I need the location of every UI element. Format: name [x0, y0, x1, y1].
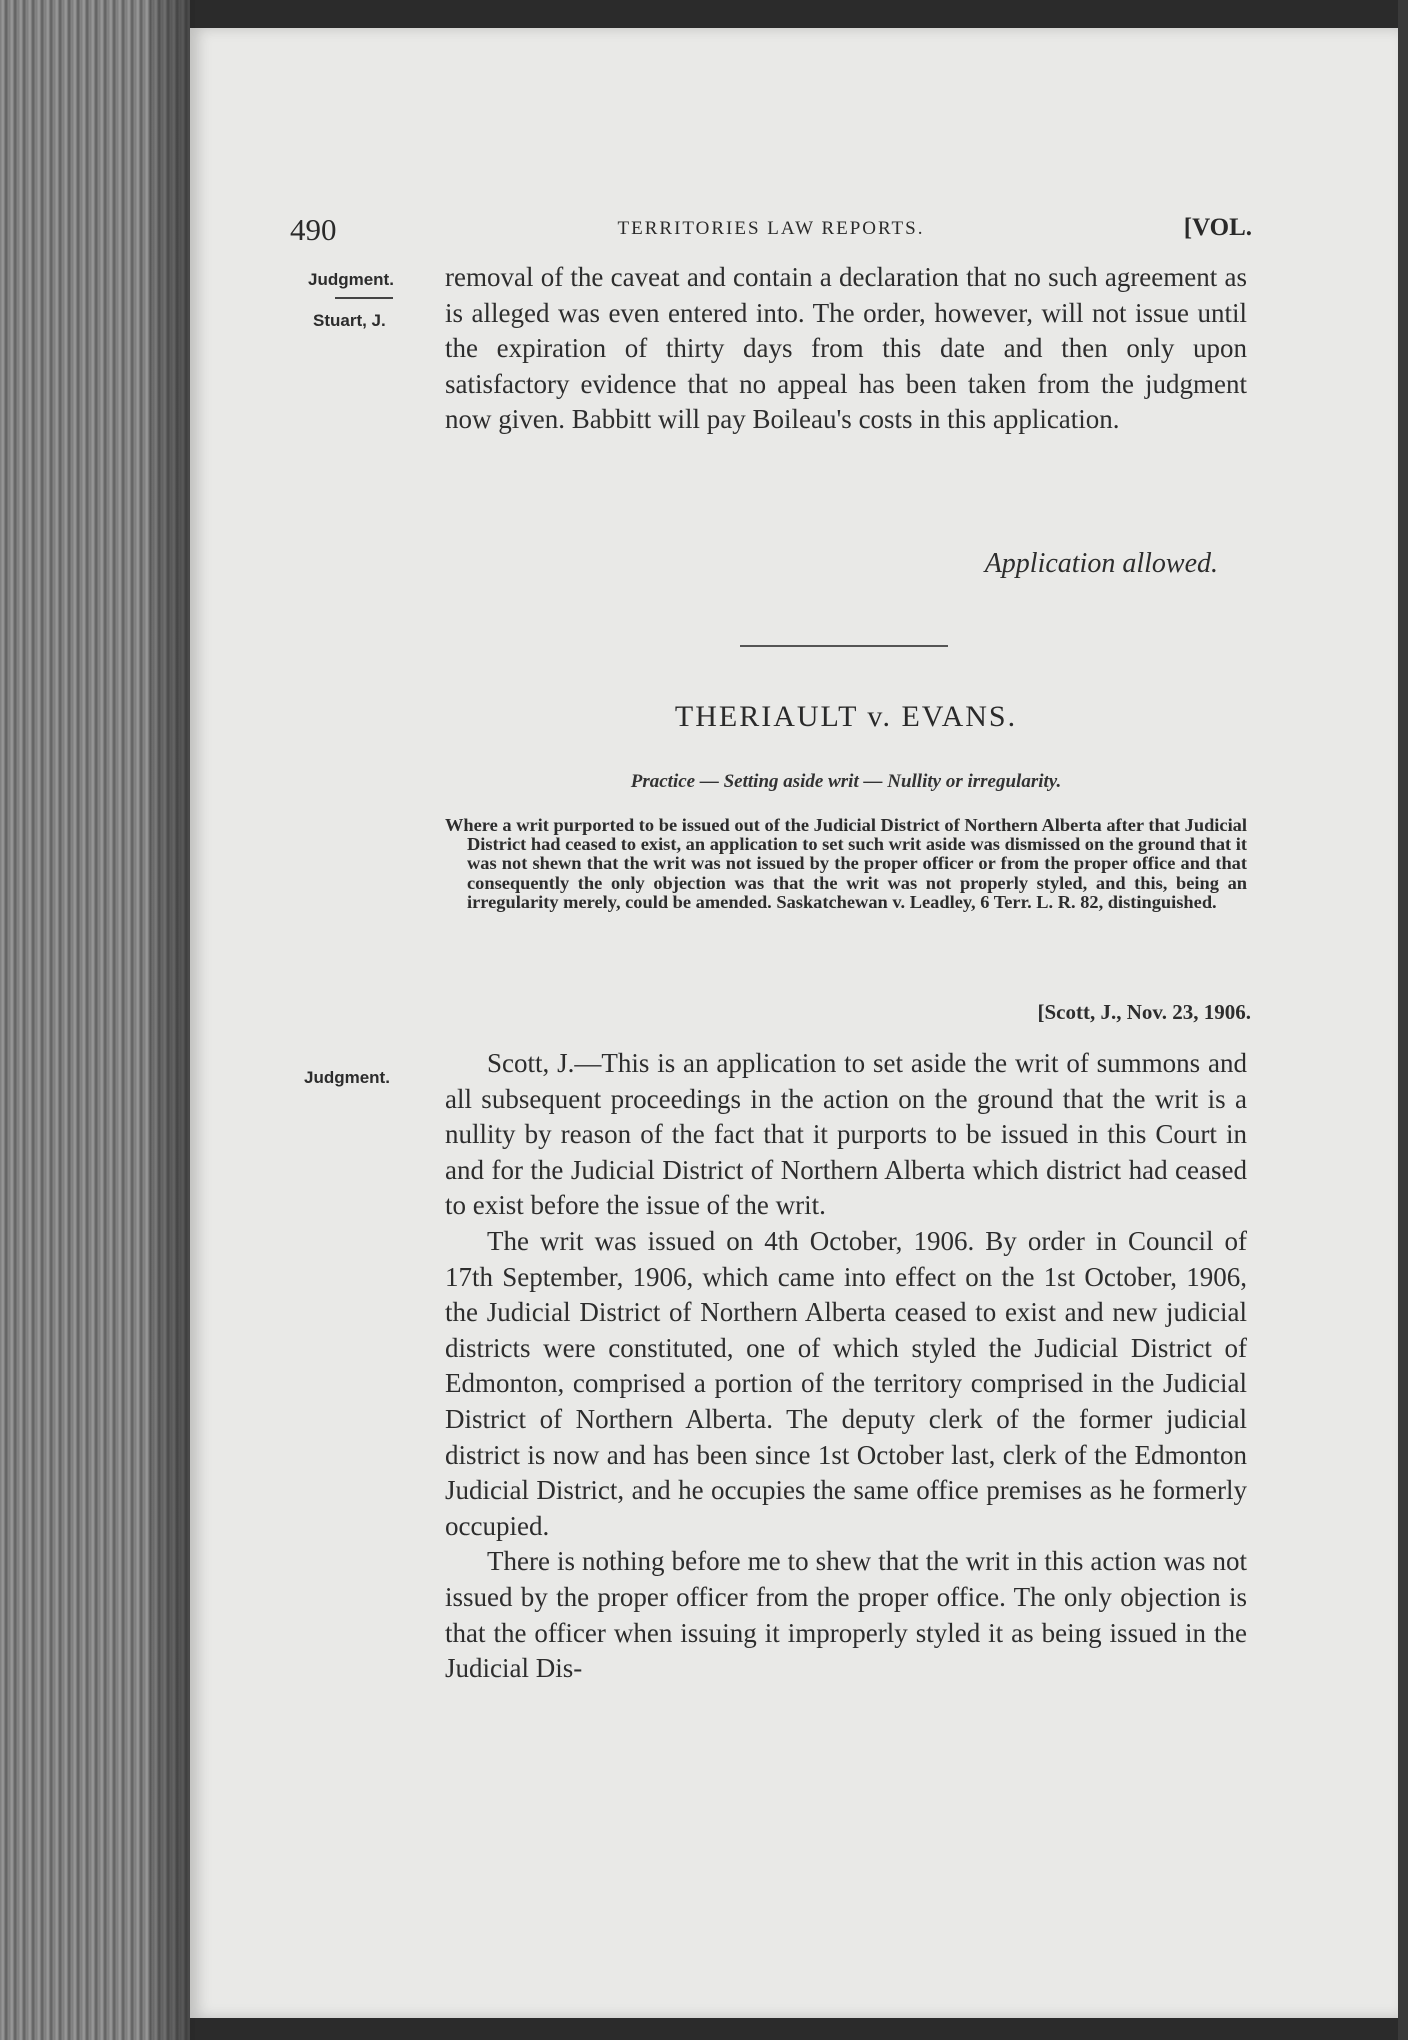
headnote: Where a writ purported to be issued out of the Judicial District of Northern Alberta after that Judicial District had ceased to exist, an application to set such writ aside was dismissed on the ground that it was not shewn that the writ was not issued by the proper officer or from the proper office and that consequently the only objection was that the writ was not properly styled, and this, being an irregularity merely, could be amended. Saskatchewan v. Leadley, 6 Terr. L. R. 82, distinguished. — [445, 815, 1247, 912]
margin-note-judgment: Judgment. — [304, 1068, 390, 1087]
catchwords: Practice — Setting aside writ — Nullity or irregularity. — [630, 771, 1062, 792]
judge-date-citation: [Scott, J., Nov. 23, 1906. — [1037, 1000, 1251, 1024]
volume-label: [VOL. — [1183, 214, 1252, 241]
binding-shadow — [150, 0, 195, 2040]
running-head: TERRITORIES LAW REPORTS. — [617, 218, 925, 239]
disposition: Application allowed. — [984, 548, 1218, 579]
judgment-paragraph: The writ was issued on 4th October, 1906. By order in Council of 17th September, 1906, which came into effect on the 1st October, 1906, the Judicial District of Northern Alberta ceased to exist and new judicial districts were constituted, one of which styled the Judicial District of Edmonton, comprised a portion of the territory comprised in the Judicial District of Northern Alberta. The deputy clerk of the former judicial district is now and has been since 1st October last, clerk of the Edmonton Judicial District, and he occupies the same office premises as he formerly occupied. — [445, 1225, 1247, 1541]
page-number: 490 — [290, 212, 337, 247]
section-divider — [740, 645, 948, 647]
margin-note-judge: Stuart, J. — [313, 311, 386, 330]
case-title: THERIAULT v. EVANS. — [674, 700, 1018, 733]
judgment-paragraph: There is nothing before me to shew that the writ in this action was not issued by the proper officer from the proper office. The only objection is that the officer when issuing it improperly styled it as being issued in the Judicial Dis- — [445, 1546, 1247, 1684]
margin-note-judgment: Judgment. — [308, 270, 394, 289]
judgment-body — [445, 1046, 1247, 1687]
margin-note-rule — [335, 297, 393, 299]
scan-border — [1398, 0, 1408, 2040]
page-header — [290, 212, 1252, 252]
judgment-paragraph: Scott, J.—This is an application to set aside the writ of summons and all subsequent proceedings in the action on the ground that the writ is a nullity by reason of the fact that it purports to be issued in this Court in and for the Judicial District of Northern Alberta which district had ceased to exist before the issue of the writ. — [445, 1048, 1247, 1221]
previous-case-closing-paragraph: removal of the caveat and contain a declaration that no such agreement as is alleged was even entered into. The order, however, will not issue until the expiration of thirty days from this date and then only upon satisfactory evidence that no appeal has been taken from the judgment now given. Babbitt will pay Boileau's costs in this application. — [445, 262, 1247, 435]
